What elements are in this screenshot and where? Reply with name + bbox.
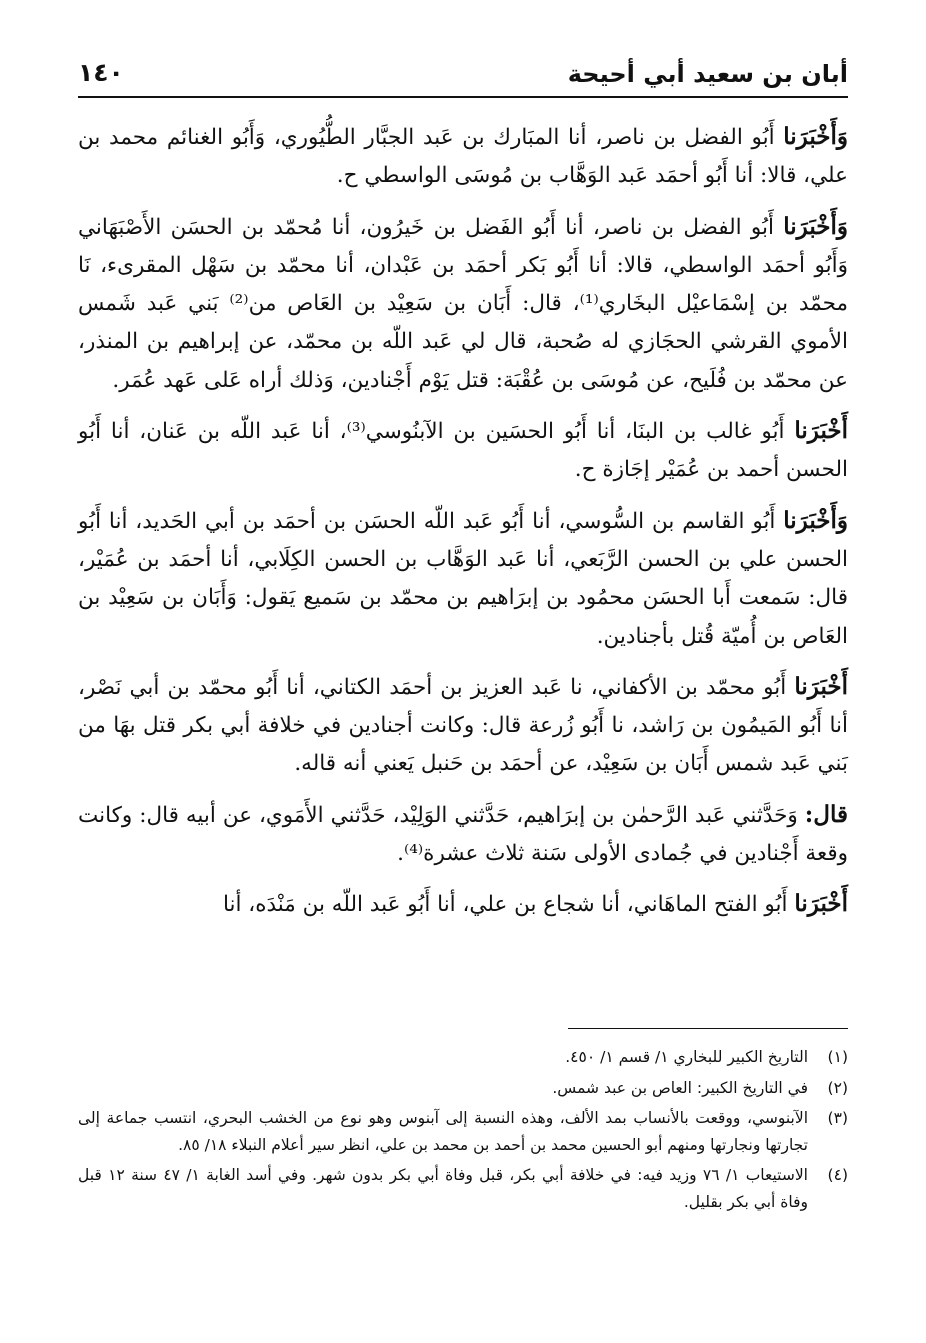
page-number: ١٤٠: [78, 58, 124, 87]
page-title: أبان بن سعيد أبي أحيحة: [567, 60, 848, 88]
paragraph: [78, 885, 848, 924]
paragraph-lead: وَأَخْبَرَنا: [783, 506, 848, 534]
footnote-text: الآبنوسي، ووقعت بالأنساب بمد الألف، وهذه النسبة إلى آبنوس وهو نوع من الخشب البحري، انتسب جماعة إلى تجارتها ونجارتها ومنهم أبو الحسين محمد بن أحمد بن محمد بن علي، انظر سير أعلام النبلاء ١٨/ ٨٥.: [78, 1109, 808, 1154]
footnotes: [78, 1044, 848, 1219]
footnote-text: التاريخ الكبير للبخاري ١/ قسم ١/ ٤٥٠.: [565, 1048, 808, 1066]
footnote-text: الاستيعاب ١/ ٧٦ وزيد فيه: في خلافة أبي بكر، قبل وفاة أبي بكر بدون شهر. وفي أسد الغابة ١/ ٤٧ سنة ١٢ قبل وفاة أبي بكر بقليل.: [78, 1166, 808, 1211]
paragraph-text: أَبُو غالب بن البنَا، أنا أَبُو الحسَين بن الآبنُوسي⁽³⁾، أنا عَبد اللّه بن عَنان، أنا أَبُو الحسن أحمد بن عُمَيْر إجَازة ح.: [78, 419, 848, 483]
footnote-number: (١): [827, 1048, 848, 1066]
paragraph: [78, 502, 848, 656]
paragraph-lead: أَخْبَرَنا: [794, 890, 848, 918]
footnote: [78, 1075, 848, 1102]
footnote-number: (٣): [827, 1109, 848, 1127]
footnote-number: (٤): [827, 1166, 848, 1184]
paragraph-text: أَبُو الفتح الماهَاني، أنا شجاع بن علي، أنا أَبُو عَبد اللّه بن مَنْدَه، أنا: [222, 892, 795, 918]
paragraph-lead: وَأَخْبَرَنا: [783, 123, 848, 150]
paragraph-text: أَبُو الفضل بن ناصر، أنا أَبُو الفَضل بن خَيرُون، أنا مُحمّد بن الحسَن الأَصْبَهَاني وَأَبُو أحمَد الواسطي، قالا: أنا أَبُو بَكر أحمَد بن عَبْدان، أنا محمّد بن سَهْل المقرىء، نَا محمّد بن إسْمَاعيْل البخَاري⁽¹⁾، قال: أَبَان بن سَعِيْد بن العَاص من⁽²⁾ بَني عَبد شَمس الأموي القرشي الحجَازي له صُحبة، قال لي عَبد اللّه بن محمّد، عن إبراهيم بن المنذر، عن محمّد بن فُلَيح، عن مُوسَى بن عُقْبَة: قتل يَوْم أَجْنادين، وَذلك أراه عَلى عَهد عُمَر.: [78, 214, 849, 393]
paragraph: [78, 208, 848, 400]
footnote-divider: [568, 1028, 848, 1029]
page-header: [78, 52, 848, 98]
footnote-number: (٢): [827, 1078, 848, 1097]
paragraph-lead: وَأَخْبَرَنا: [783, 212, 848, 240]
paragraph: [78, 668, 848, 784]
footnote: [78, 1105, 848, 1158]
paragraph-text: أَبُو القاسم بن السُّوسي، أنا أَبُو عَبد اللّه الحسَن بن أحمَد بن أبي الحَديد، أنا أَبُو الحسن علي بن الحسن الرَّبَعي، أنا عَبد الوَهَّاب بن الحسن الكِلَابي، أنا أحمَد بن عُمَيْر، قال: سَمعت أَبا الحسَن محمُود بن إبرَاهيم بن محمّد بن سَميع يَقول: وَأَبَان بن سَعِيْد بن العَاص بن أُميّة قُتل بأجنادين.: [78, 508, 848, 649]
footnote-text: في التاريخ الكبير: العاص بن عبد شمس.: [552, 1078, 808, 1097]
paragraph: [78, 796, 848, 874]
paragraph-text: أَبُو محمّد بن الأكفاني، نا عَبد العزيز بن أحمَد الكتاني، أنا أَبُو محمّد بن أبي نَصْر، أنا أَبُو المَيمُون بن رَاشد، نا أَبُو زُرعة قال: وكانت أجنادين في خلافة أبي بكر قتل بهَا من بَني عَبد شمس أَبَان بن سَعِيْد، عن أحمَد بن حَنبل يَعني أنه قاله.: [78, 674, 848, 777]
paragraph-lead: أَخْبَرَنا: [794, 672, 848, 700]
footnote: [78, 1162, 848, 1215]
paragraph-text: وَحَدَّثني عَبد الرَّحمٰن بن إبرَاهيم، حَدَّثني الوَلِيْد، حَدَّثني الأَمَوي، عن أبيه قال: وكانت وقعة أَجْنادين في جُمادى الأولى سَنة ثلاث عشرة⁽⁴⁾.: [78, 802, 848, 867]
paragraph-lead: أَخْبَرَنا: [794, 417, 848, 445]
paragraph: [78, 118, 848, 196]
paragraph-text: أَبُو الفضل بن ناصر، أنا المبَارك بن عَبد الجبَّار الطُّيُوري، وَأَبُو الغنائم محمد بن علي، قالا: أنا أَبُو أحمَد عَبد الوَهَّاب بن مُوسَى الواسطي ح.: [78, 125, 848, 189]
paragraph-lead: قال:: [804, 800, 848, 828]
paragraph: [78, 412, 848, 490]
main-text: [78, 118, 848, 937]
footnote: [78, 1044, 848, 1071]
